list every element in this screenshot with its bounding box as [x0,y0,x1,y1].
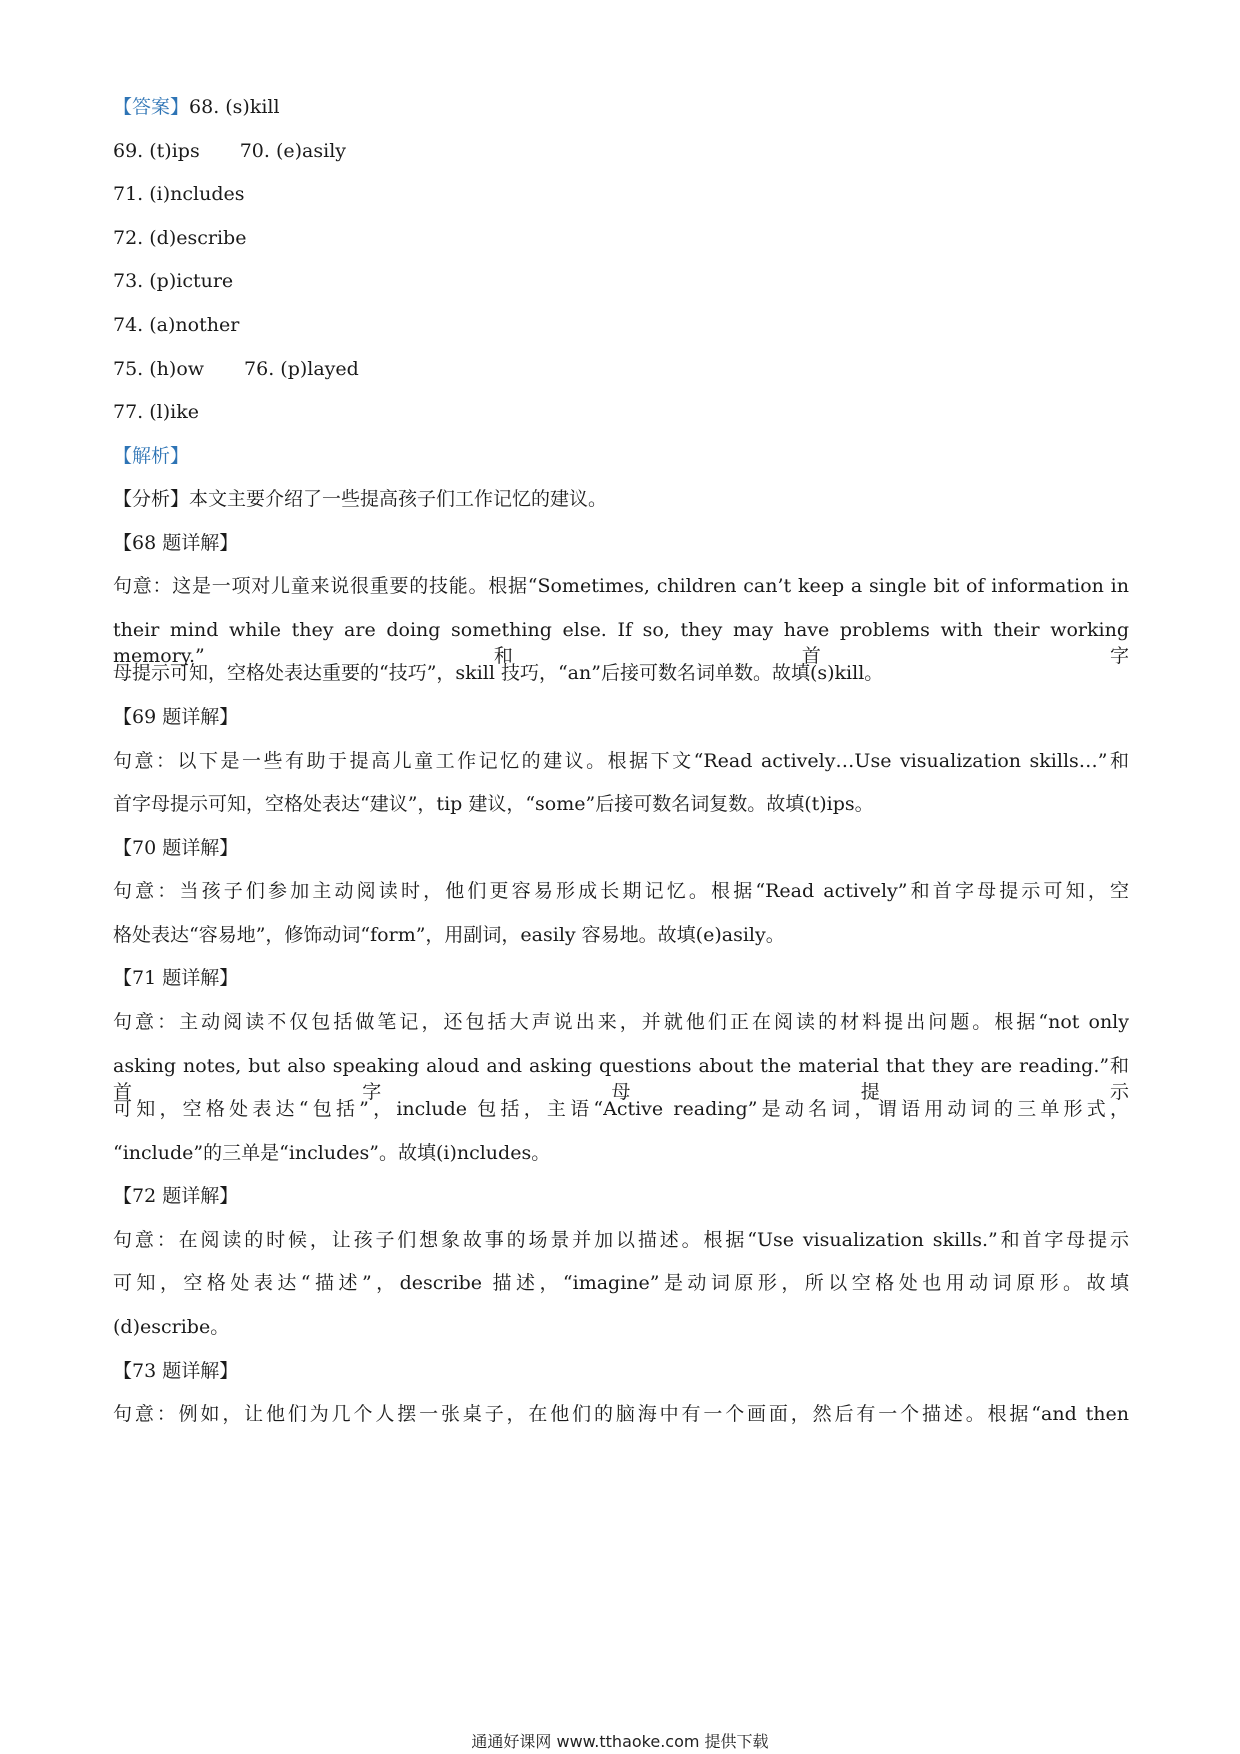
section-line: their mind while they are doing something else. If so, they may have problems with their working memory.”和首字 [113,619,1129,667]
analysis-heading: 【解析】 [113,445,190,467]
section-line: 母提示可知，空格处表达重要的“技巧”，skill 技巧，“an”后接可数名词单数。故填(s)kill。 [113,662,884,684]
section-line: 句意：例如，让他们为几个人摆一张桌子，在他们的脑海中有一个画面，然后有一个描述。根据“and then [113,1403,1129,1425]
section-title-70: 【70 题详解】 [113,837,239,859]
section-line: (d)escribe。 [113,1316,230,1338]
answer-line-75-76 [113,356,1129,382]
analysis-summary: 【分析】本文主要介绍了一些提高孩子们工作记忆的建议。 [113,488,608,510]
answer-item: 76. (p)layed [244,358,359,380]
section-title-72: 【72 题详解】 [113,1185,239,1207]
section-title-71: 【71 题详解】 [113,967,239,989]
page-footer: 通通好课网 www.tthaoke.com 提供下载 [471,1732,769,1751]
section-title-73: 【73 题详解】 [113,1360,239,1382]
section-title-69: 【69 题详解】 [113,706,239,728]
answer-item: 70. (e)asily [239,140,347,162]
answer-item: 77. (l)ike [113,401,199,423]
answer-line-69-70 [113,138,1129,164]
answer-line-68 [113,94,1129,120]
section-line: 句意：当孩子们参加主动阅读时，他们更容易形成长期记忆。根据“Read actively”和首字母提示可知，空 [113,880,1129,902]
section-line: 句意：以下是一些有助于提高儿童工作记忆的建议。根据下文“Read actively…Use visualization skills…”和 [113,750,1129,772]
answer-item: 73. (p)icture [113,270,234,292]
answer-item: 75. (h)ow [113,358,205,380]
section-line: 句意：这是一项对儿童来说很重要的技能。根据“Sometimes, children can’t keep a single bit of information in [113,575,1129,597]
section-line: asking notes, but also speaking aloud and asking questions about the material that they are reading.”和首字母提示 [113,1055,1129,1103]
section-line: 格处表达“容易地”，修饰动词“form”，用副词，easily 容易地。故填(e)asily。 [113,924,785,946]
section-line: 可知，空格处表达“描述”，describe 描述，“imagine”是动词原形，所以空格处也用动词原形。故填 [113,1272,1129,1294]
section-line: “include”的三单是“includes”。故填(i)ncludes。 [113,1142,551,1164]
answer-item: 72. (d)escribe [113,227,247,249]
answer-item: 68. (s)kill [189,96,280,118]
section-line: 句意：在阅读的时候，让孩子们想象故事的场景并加以描述。根据“Use visualization skills.”和首字母提示 [113,1229,1129,1251]
section-line: 可知，空格处表达“包括”，include 包括，主语“Active reading”是动名词，谓语用动词的三单形式， [113,1098,1129,1120]
answer-heading: 【答案】 [113,96,190,118]
section-line: 首字母提示可知，空格处表达“建议”，tip 建议，“some”后接可数名词复数。故填(t)ips。 [113,793,874,815]
section-title-68: 【68 题详解】 [113,532,239,554]
answer-item: 71. (i)ncludes [113,183,245,205]
answer-item: 69. (t)ips [113,140,200,162]
section-line: 句意：主动阅读不仅包括做笔记，还包括大声说出来，并就他们正在阅读的材料提出问题。根据“not only [113,1011,1129,1033]
answer-item: 74. (a)nother [113,314,240,336]
